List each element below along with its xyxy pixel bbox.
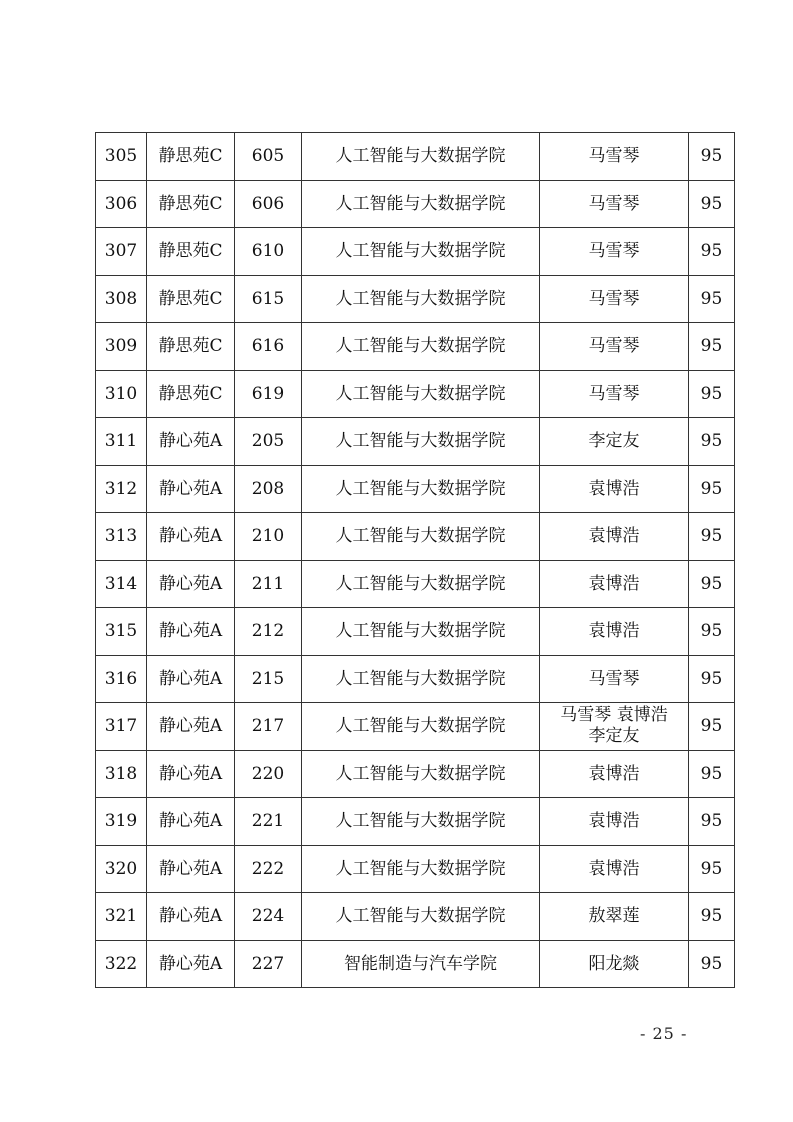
cell-room: 212 xyxy=(235,608,302,656)
manager-name-line: 袁博浩 xyxy=(588,573,640,594)
cell-manager xyxy=(540,845,689,893)
cell-building: 静思苑C xyxy=(147,180,235,228)
manager-name-line: 袁博浩 xyxy=(588,858,640,879)
cell-room: 615 xyxy=(235,275,302,323)
cell-building: 静心苑A xyxy=(147,798,235,846)
table-row xyxy=(96,418,735,466)
cell-number: 316 xyxy=(96,655,147,703)
cell-manager xyxy=(540,133,689,181)
cell-building: 静心苑A xyxy=(147,703,235,751)
cell-room: 605 xyxy=(235,133,302,181)
cell-number: 314 xyxy=(96,560,147,608)
page-number: - 25 - xyxy=(640,1024,688,1043)
table-row xyxy=(96,180,735,228)
manager-name-line: 袁博浩 xyxy=(588,811,640,832)
cell-number: 318 xyxy=(96,750,147,798)
cell-score: 95 xyxy=(689,893,735,941)
table-row xyxy=(96,133,735,181)
dormitory-score-table xyxy=(95,132,735,988)
cell-building: 静心苑A xyxy=(147,465,235,513)
table-row xyxy=(96,560,735,608)
cell-college: 人工智能与大数据学院 xyxy=(302,608,540,656)
cell-manager xyxy=(540,560,689,608)
cell-number: 308 xyxy=(96,275,147,323)
cell-score: 95 xyxy=(689,798,735,846)
cell-college: 人工智能与大数据学院 xyxy=(302,465,540,513)
manager-name-line: 阳龙燚 xyxy=(588,953,640,974)
cell-college: 人工智能与大数据学院 xyxy=(302,893,540,941)
cell-college: 人工智能与大数据学院 xyxy=(302,845,540,893)
cell-building: 静心苑A xyxy=(147,750,235,798)
table-row xyxy=(96,465,735,513)
cell-room: 606 xyxy=(235,180,302,228)
cell-manager xyxy=(540,370,689,418)
cell-number: 313 xyxy=(96,513,147,561)
cell-number: 321 xyxy=(96,893,147,941)
cell-college: 人工智能与大数据学院 xyxy=(302,513,540,561)
cell-score: 95 xyxy=(689,560,735,608)
cell-room: 210 xyxy=(235,513,302,561)
cell-number: 311 xyxy=(96,418,147,466)
cell-score: 95 xyxy=(689,418,735,466)
table-row xyxy=(96,893,735,941)
cell-building: 静心苑A xyxy=(147,940,235,988)
cell-college: 人工智能与大数据学院 xyxy=(302,655,540,703)
manager-name-line: 敖翠莲 xyxy=(588,906,640,927)
cell-college: 人工智能与大数据学院 xyxy=(302,133,540,181)
cell-building: 静心苑A xyxy=(147,418,235,466)
manager-name-line: 袁博浩 xyxy=(588,763,640,784)
manager-name-line: 马雪琴 xyxy=(588,146,640,167)
manager-name-line: 袁博浩 xyxy=(588,526,640,547)
cell-room: 221 xyxy=(235,798,302,846)
cell-number: 310 xyxy=(96,370,147,418)
table-row xyxy=(96,513,735,561)
cell-manager xyxy=(540,465,689,513)
cell-manager xyxy=(540,893,689,941)
manager-name-line: 马雪琴 xyxy=(588,336,640,357)
table-body xyxy=(96,133,735,988)
cell-room: 211 xyxy=(235,560,302,608)
cell-number: 315 xyxy=(96,608,147,656)
cell-room: 224 xyxy=(235,893,302,941)
manager-name-line: 袁博浩 xyxy=(588,621,640,642)
cell-number: 322 xyxy=(96,940,147,988)
cell-room: 227 xyxy=(235,940,302,988)
cell-college: 人工智能与大数据学院 xyxy=(302,275,540,323)
cell-building: 静思苑C xyxy=(147,370,235,418)
table-row xyxy=(96,798,735,846)
cell-manager xyxy=(540,418,689,466)
cell-college: 人工智能与大数据学院 xyxy=(302,180,540,228)
cell-college: 人工智能与大数据学院 xyxy=(302,750,540,798)
cell-building: 静心苑A xyxy=(147,655,235,703)
cell-room: 205 xyxy=(235,418,302,466)
cell-college: 智能制造与汽车学院 xyxy=(302,940,540,988)
cell-room: 208 xyxy=(235,465,302,513)
cell-manager xyxy=(540,655,689,703)
cell-number: 312 xyxy=(96,465,147,513)
cell-manager xyxy=(540,180,689,228)
cell-manager xyxy=(540,228,689,276)
cell-building: 静心苑A xyxy=(147,513,235,561)
cell-score: 95 xyxy=(689,513,735,561)
cell-score: 95 xyxy=(689,133,735,181)
table-row xyxy=(96,275,735,323)
cell-number: 307 xyxy=(96,228,147,276)
manager-name-line: 马雪琴 xyxy=(588,241,640,262)
table-row xyxy=(96,323,735,371)
cell-score: 95 xyxy=(689,180,735,228)
manager-name-line: 李定友 xyxy=(588,726,640,747)
cell-college: 人工智能与大数据学院 xyxy=(302,228,540,276)
cell-number: 305 xyxy=(96,133,147,181)
cell-college: 人工智能与大数据学院 xyxy=(302,323,540,371)
table-row xyxy=(96,703,735,751)
table-row xyxy=(96,655,735,703)
table-row xyxy=(96,608,735,656)
cell-building: 静心苑A xyxy=(147,560,235,608)
manager-name-line: 袁博浩 xyxy=(588,478,640,499)
cell-room: 215 xyxy=(235,655,302,703)
cell-manager xyxy=(540,608,689,656)
cell-college: 人工智能与大数据学院 xyxy=(302,703,540,751)
manager-name-line: 马雪琴 xyxy=(588,383,640,404)
cell-building: 静思苑C xyxy=(147,133,235,181)
manager-name-line: 马雪琴 xyxy=(588,288,640,309)
table-row xyxy=(96,370,735,418)
cell-room: 222 xyxy=(235,845,302,893)
cell-building: 静思苑C xyxy=(147,275,235,323)
cell-room: 616 xyxy=(235,323,302,371)
cell-college: 人工智能与大数据学院 xyxy=(302,370,540,418)
cell-number: 309 xyxy=(96,323,147,371)
manager-name-line: 马雪琴 袁博浩 xyxy=(560,705,668,726)
cell-score: 95 xyxy=(689,465,735,513)
cell-manager xyxy=(540,703,689,751)
cell-room: 619 xyxy=(235,370,302,418)
cell-college: 人工智能与大数据学院 xyxy=(302,560,540,608)
cell-manager xyxy=(540,513,689,561)
manager-name-line: 李定友 xyxy=(588,431,640,452)
cell-score: 95 xyxy=(689,655,735,703)
table-row xyxy=(96,940,735,988)
cell-score: 95 xyxy=(689,608,735,656)
cell-manager xyxy=(540,940,689,988)
cell-building: 静思苑C xyxy=(147,323,235,371)
cell-building: 静思苑C xyxy=(147,228,235,276)
cell-score: 95 xyxy=(689,845,735,893)
cell-manager xyxy=(540,323,689,371)
cell-college: 人工智能与大数据学院 xyxy=(302,798,540,846)
cell-number: 317 xyxy=(96,703,147,751)
cell-building: 静心苑A xyxy=(147,608,235,656)
table-row xyxy=(96,750,735,798)
cell-manager xyxy=(540,275,689,323)
cell-score: 95 xyxy=(689,228,735,276)
cell-score: 95 xyxy=(689,323,735,371)
table-row xyxy=(96,845,735,893)
table-row xyxy=(96,228,735,276)
cell-number: 306 xyxy=(96,180,147,228)
manager-name-line: 马雪琴 xyxy=(588,668,640,689)
cell-score: 95 xyxy=(689,370,735,418)
cell-number: 320 xyxy=(96,845,147,893)
cell-room: 220 xyxy=(235,750,302,798)
cell-building: 静心苑A xyxy=(147,893,235,941)
cell-score: 95 xyxy=(689,275,735,323)
cell-score: 95 xyxy=(689,703,735,751)
cell-score: 95 xyxy=(689,940,735,988)
cell-manager xyxy=(540,750,689,798)
cell-score: 95 xyxy=(689,750,735,798)
manager-name-line: 马雪琴 xyxy=(588,193,640,214)
cell-number: 319 xyxy=(96,798,147,846)
cell-building: 静心苑A xyxy=(147,845,235,893)
cell-room: 610 xyxy=(235,228,302,276)
cell-manager xyxy=(540,798,689,846)
cell-room: 217 xyxy=(235,703,302,751)
cell-college: 人工智能与大数据学院 xyxy=(302,418,540,466)
